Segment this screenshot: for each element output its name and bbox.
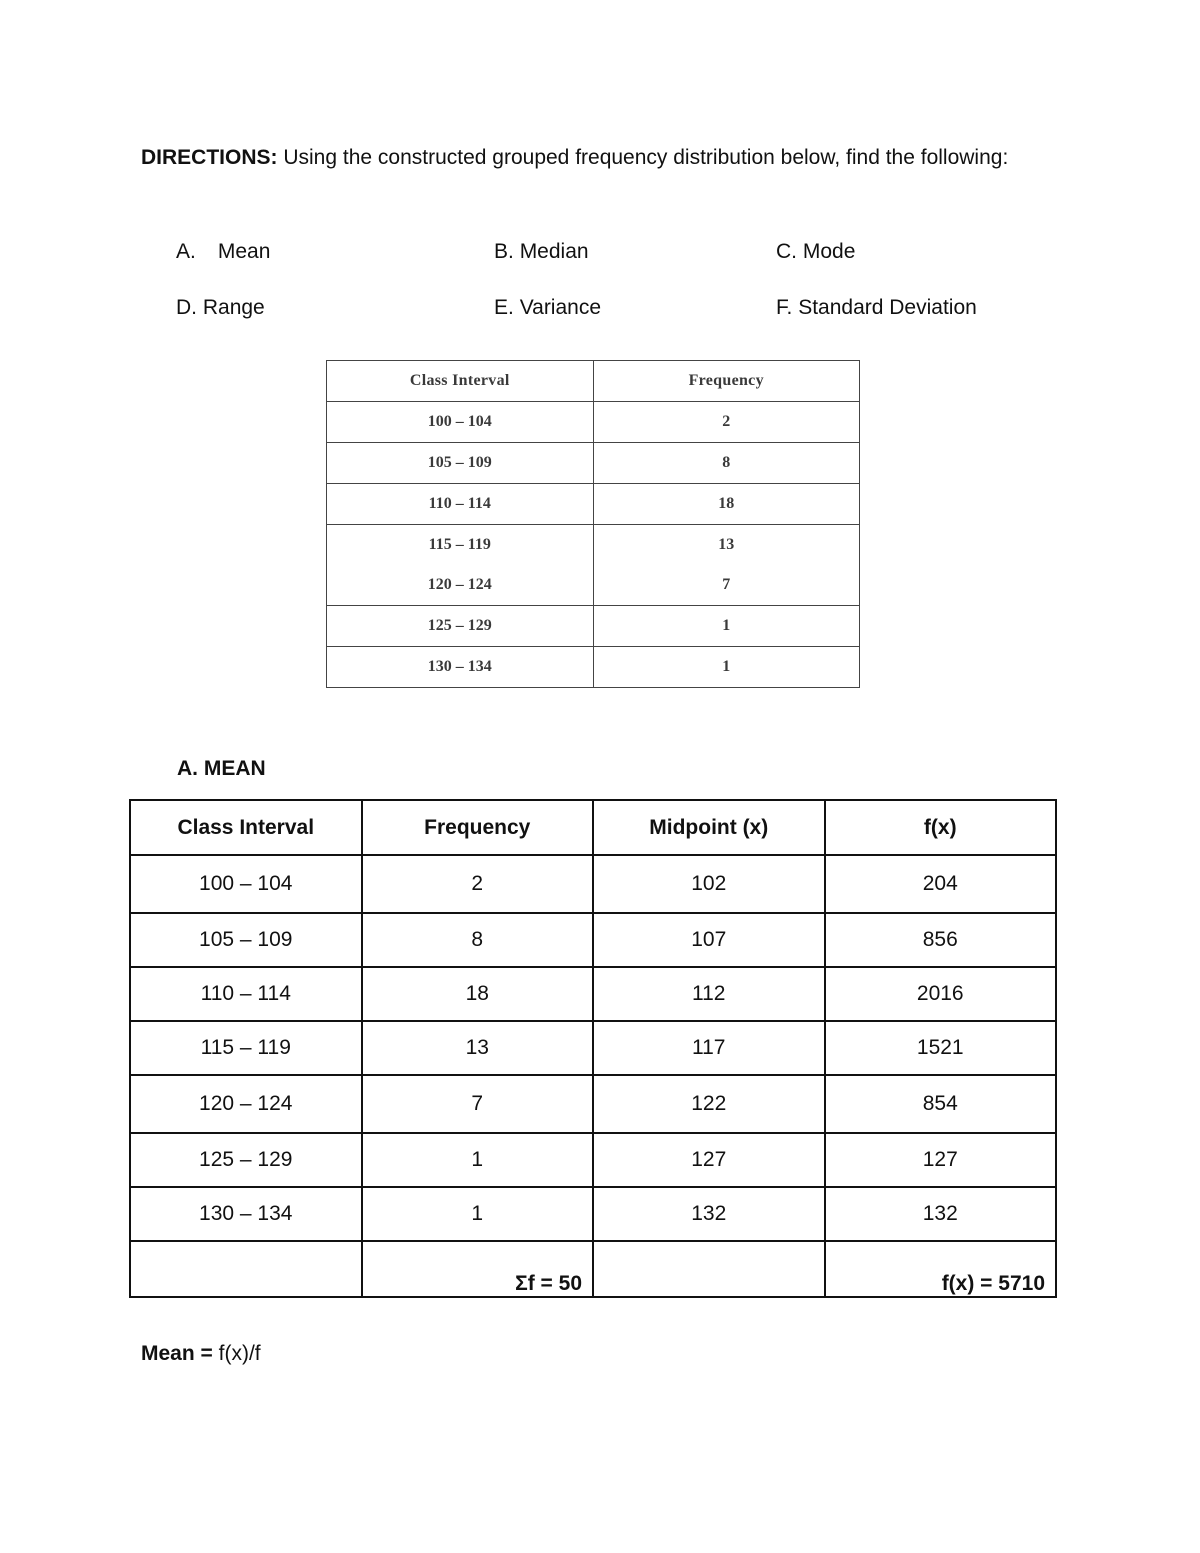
- table-cell: 8: [593, 443, 860, 484]
- table-cell: [593, 1241, 825, 1297]
- table-row: [130, 913, 1056, 967]
- table-row: [327, 443, 860, 484]
- table-cell: 130 – 134: [327, 647, 594, 688]
- table-row: [130, 1021, 1056, 1075]
- task-letter: C.: [776, 240, 797, 263]
- table-cell: 2016: [825, 967, 1057, 1021]
- task-a: [176, 238, 270, 266]
- table-header-row: [130, 800, 1056, 855]
- table-cell: 130 – 134: [130, 1187, 362, 1241]
- table-cell: 1: [593, 647, 860, 688]
- column-header: Class Interval: [327, 361, 594, 402]
- table-cell: 2: [362, 855, 594, 913]
- table-cell: 7: [593, 565, 860, 606]
- table-cell: 102: [593, 855, 825, 913]
- table-row: [327, 606, 860, 647]
- table-cell: 100 – 104: [130, 855, 362, 913]
- task-name: Median: [519, 240, 589, 263]
- table-cell: 127: [593, 1133, 825, 1187]
- table-row: [327, 484, 860, 525]
- table-cell: 132: [593, 1187, 825, 1241]
- table-row: [130, 1075, 1056, 1133]
- table-header-row: [327, 361, 860, 402]
- column-header: Frequency: [593, 361, 860, 402]
- table-row: [130, 967, 1056, 1021]
- directions-text: Using the constructed grouped frequency distribution below, find the following:: [283, 146, 1009, 169]
- table-cell: [130, 1241, 362, 1297]
- task-name: Standard Deviation: [798, 296, 977, 319]
- table-cell: 1: [362, 1133, 594, 1187]
- table-cell: 1: [593, 606, 860, 647]
- table-cell: 125 – 129: [130, 1133, 362, 1187]
- directions-paragraph: [141, 138, 1057, 178]
- table-cell: 204: [825, 855, 1057, 913]
- mean-computation-table: [129, 799, 1057, 1298]
- column-header: f(x): [825, 800, 1057, 855]
- table-cell: 117: [593, 1021, 825, 1075]
- table-cell: 125 – 129: [327, 606, 594, 647]
- table-cell: 854: [825, 1075, 1057, 1133]
- source-frequency-table: [326, 360, 860, 688]
- mean-section-heading: A. MEAN: [177, 757, 266, 780]
- directions-label: DIRECTIONS:: [141, 146, 278, 169]
- task-letter: A.: [176, 240, 196, 263]
- table-cell: 105 – 109: [327, 443, 594, 484]
- formula-expression: f(x)/f: [218, 1342, 261, 1365]
- table-cell: 100 – 104: [327, 402, 594, 443]
- task-name: Range: [202, 296, 265, 319]
- table-row: [130, 855, 1056, 913]
- table-cell: 132: [825, 1187, 1057, 1241]
- task-d: [176, 294, 265, 322]
- column-header: Midpoint (x): [593, 800, 825, 855]
- task-letter: E.: [494, 296, 514, 319]
- table-row: [327, 565, 860, 606]
- sum-frequency: Σf = 50: [362, 1241, 594, 1297]
- table-cell: 7: [362, 1075, 594, 1133]
- table-cell: 105 – 109: [130, 913, 362, 967]
- task-c: [776, 238, 855, 266]
- table-cell: 115 – 119: [130, 1021, 362, 1075]
- table-cell: 107: [593, 913, 825, 967]
- task-b: [494, 238, 589, 266]
- mean-formula: [141, 1340, 261, 1368]
- table-cell: 112: [593, 967, 825, 1021]
- task-letter: F.: [776, 296, 793, 319]
- table-cell: 115 – 119: [327, 525, 594, 566]
- table-cell: 13: [593, 525, 860, 566]
- table-row: [327, 647, 860, 688]
- table-row: [327, 525, 860, 566]
- table-row: [327, 402, 860, 443]
- table-row: [130, 1133, 1056, 1187]
- formula-label: Mean =: [141, 1342, 213, 1365]
- table-total-row: [130, 1241, 1056, 1297]
- table-cell: 856: [825, 913, 1057, 967]
- table-cell: 18: [593, 484, 860, 525]
- table-cell: 120 – 124: [130, 1075, 362, 1133]
- sum-fx: f(x) = 5710: [825, 1241, 1057, 1297]
- task-letter: B.: [494, 240, 514, 263]
- table-cell: 2: [593, 402, 860, 443]
- column-header: Class Interval: [130, 800, 362, 855]
- table-cell: 1: [362, 1187, 594, 1241]
- table-cell: 13: [362, 1021, 594, 1075]
- table-cell: 127: [825, 1133, 1057, 1187]
- task-e: [494, 294, 601, 322]
- task-letter: D.: [176, 296, 197, 319]
- task-name: Mode: [802, 240, 856, 263]
- table-cell: 18: [362, 967, 594, 1021]
- table-cell: 120 – 124: [327, 565, 594, 606]
- task-name: Variance: [519, 296, 602, 319]
- table-cell: 1521: [825, 1021, 1057, 1075]
- table-cell: 122: [593, 1075, 825, 1133]
- table-row: [130, 1187, 1056, 1241]
- table-cell: 110 – 114: [327, 484, 594, 525]
- column-header: Frequency: [362, 800, 594, 855]
- task-f: [776, 294, 977, 322]
- table-cell: 110 – 114: [130, 967, 362, 1021]
- table-cell: 8: [362, 913, 594, 967]
- task-name: Mean: [217, 240, 271, 263]
